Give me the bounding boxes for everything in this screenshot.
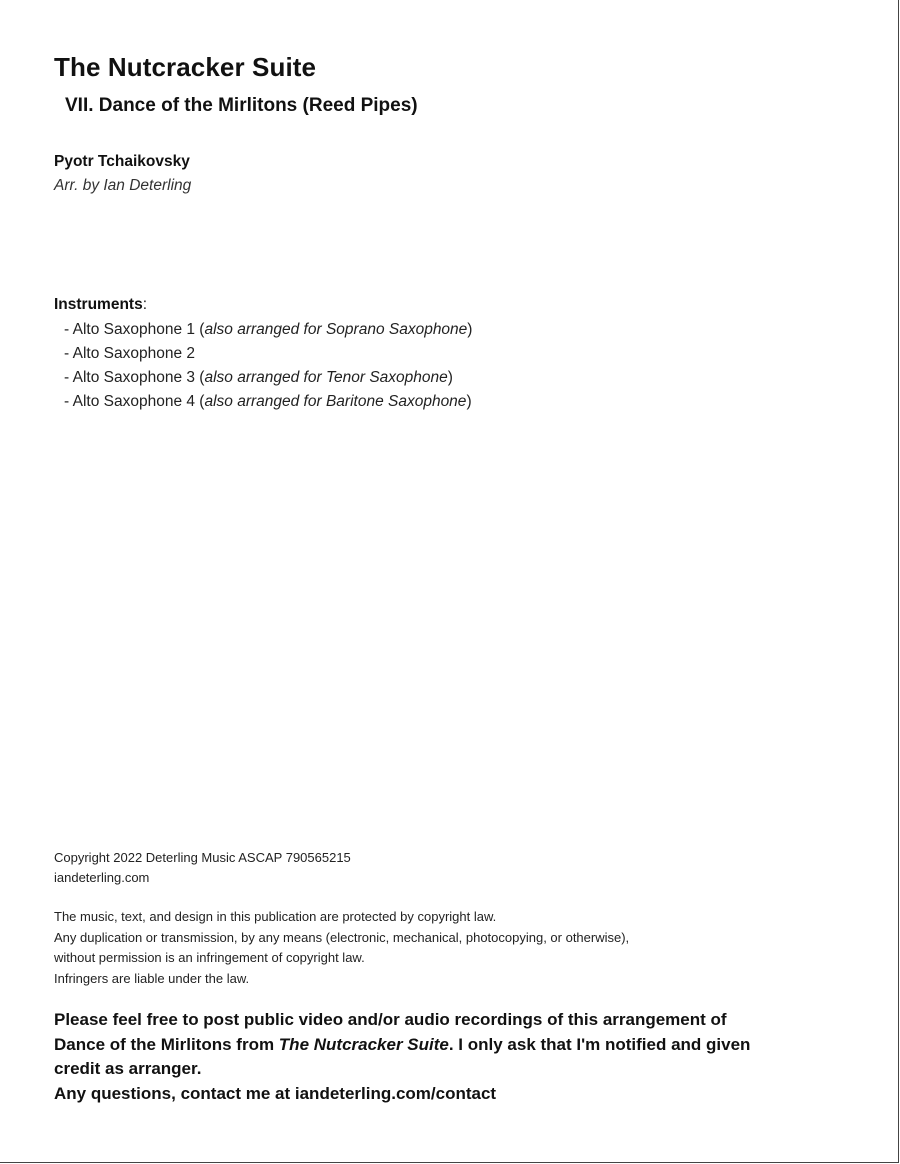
instrument-alternate: also arranged for Soprano Saxophone bbox=[204, 321, 468, 338]
instrument-items bbox=[54, 318, 472, 414]
legal-line: without permission is an infringement of copyright law. bbox=[54, 950, 365, 965]
legal-notice bbox=[54, 907, 629, 989]
instrument-item bbox=[64, 390, 472, 414]
instrument-name: - Alto Saxophone 2 bbox=[64, 345, 195, 362]
instrument-suffix: ) bbox=[447, 369, 453, 386]
instrument-name: - Alto Saxophone 4 ( bbox=[64, 393, 205, 410]
instrument-alternate: also arranged for Tenor Saxophone bbox=[204, 369, 448, 386]
legal-line: Infringers are liable under the law. bbox=[54, 970, 250, 986]
instruments-heading-colon: : bbox=[142, 296, 148, 313]
instrument-item bbox=[64, 366, 472, 390]
arranger-credit: Arr. by Ian Deterling bbox=[54, 177, 192, 194]
instrument-item bbox=[64, 342, 472, 366]
instrument-name: - Alto Saxophone 3 ( bbox=[64, 369, 205, 386]
website-link[interactable]: iandeterling.com bbox=[54, 870, 150, 885]
permission-text bbox=[54, 1008, 774, 1082]
instrument-suffix: ) bbox=[466, 393, 472, 410]
instrument-alternate: also arranged for Baritone Saxophone bbox=[204, 393, 467, 410]
legal-line: The music, text, and design in this publication are protected by copyright law. bbox=[54, 909, 497, 924]
contact-line: Any questions, contact me at iandeterling.com/contact bbox=[54, 1083, 497, 1103]
piece-title: The Nutcracker Suite bbox=[54, 52, 317, 82]
suite-title-italic: The Nutcracker Suite bbox=[278, 1034, 449, 1054]
instrument-name: - Alto Saxophone 1 ( bbox=[64, 321, 205, 338]
instruments-heading-line bbox=[54, 296, 472, 314]
legal-line: Any duplication or transmission, by any means (electronic, mechanical, photocopying, or otherwise), bbox=[54, 929, 630, 945]
movement-subtitle: VII. Dance of the Mirlitons (Reed Pipes) bbox=[65, 95, 418, 116]
instrument-item bbox=[64, 318, 472, 342]
permission-text-part: Please feel free to post public video and/or audio recordings of this arrangement of Dance of the Mirlitons from bbox=[54, 1010, 727, 1054]
copyright-line: Copyright 2022 Deterling Music ASCAP 790565215 bbox=[54, 850, 351, 865]
recording-permission-notice bbox=[54, 1008, 774, 1106]
copyright-block bbox=[54, 848, 351, 888]
instrument-suffix: ) bbox=[467, 321, 473, 338]
instrument-list bbox=[54, 296, 472, 414]
composer-name: Pyotr Tchaikovsky bbox=[54, 153, 190, 170]
instruments-heading: Instruments bbox=[54, 296, 143, 313]
permission-text-part: . I only ask that I'm notified and given credit as arranger. bbox=[54, 1034, 751, 1078]
